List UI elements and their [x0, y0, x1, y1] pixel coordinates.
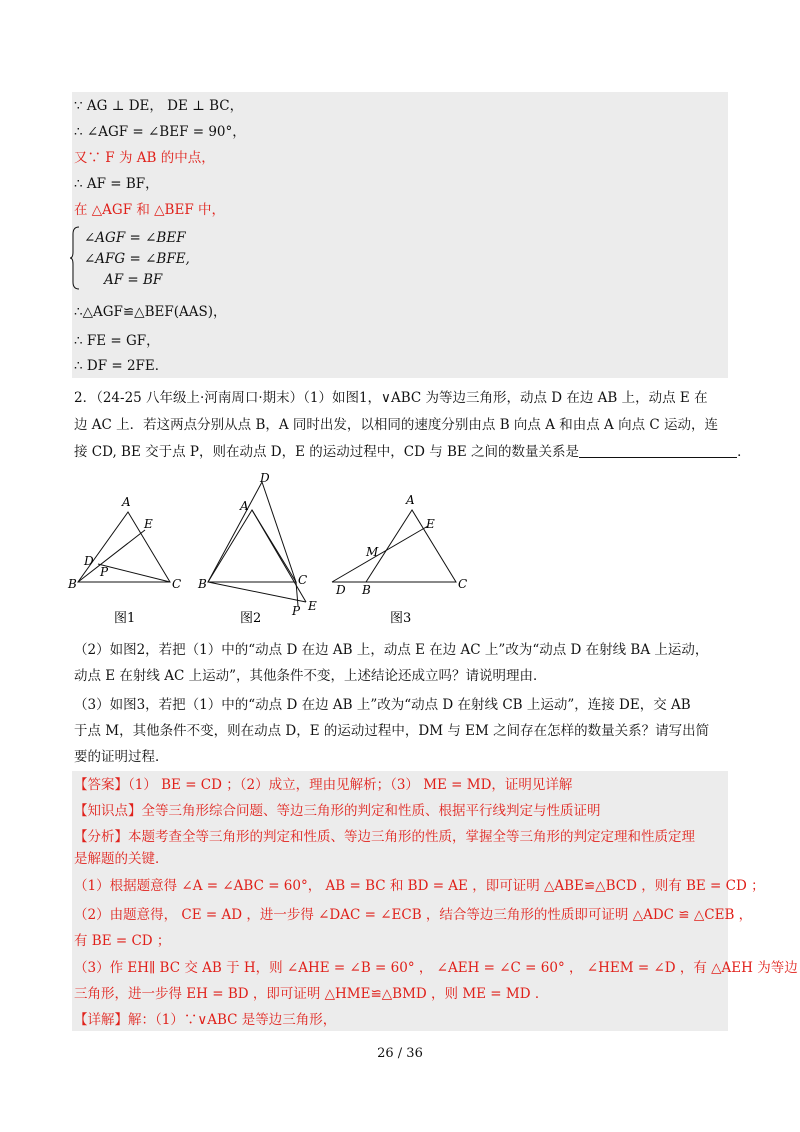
proof-line: AF = BF [104, 272, 163, 288]
problem-line: （3）如图3，若把（1）中的“动点 D 在边 AB 上”改为“动点 D 在射线 CB 上运动”，连接 DE，交 AB [74, 697, 691, 713]
fig1-caption: 图1 [114, 611, 136, 626]
answer-blank [579, 443, 737, 458]
knowledge-line: 【知识点】全等三角形综合问题、等边三角形的判定和性质、根据平行线判定与性质证明 [74, 803, 601, 819]
detail-line: 【详解】解：（1）∵∨ABC 是等边三角形， [74, 1012, 337, 1028]
fig2-label: P [292, 604, 301, 618]
problem-line: 2．（24-25 八年级上·河南周口·期末）（1）如图1，∨ABC 为等边三角形，动点 D 在边 AB 上，动点 E 在 [74, 390, 708, 406]
proof-line: ∴ DF = 2FE． [74, 358, 169, 374]
fig2-label: E [308, 599, 317, 613]
analysis-line: （2）由题意得， CE = AD ，进一步得 ∠DAC = ∠ECB ，结合等边三角形的性质即可证明 △ADC ≌ △CEB ， [74, 907, 753, 923]
proof-line: ∴△AGF≌△BEF(AAS)， [74, 304, 227, 320]
fig3-label: E [426, 517, 435, 531]
problem-line: 动点 E 在射线 AC 上运动”，其他条件不变，上述结论还成立吗？请说明理由． [74, 668, 547, 684]
fig2-caption: 图2 [240, 611, 262, 626]
proof-line: 在 △AGF 和 △BEF 中， [74, 202, 225, 218]
fig3-label: B [362, 583, 371, 597]
fig1-label: A [122, 495, 131, 509]
fig3-label: M [366, 545, 379, 559]
problem-line: 边 AC 上．若这两点分别从点 B，A 同时出发，以相同的速度分别由点 B 向点 A 和由点 A 向点 C 运动，连 [74, 417, 718, 433]
figure-3 [332, 510, 456, 582]
fig1-label: C [172, 577, 182, 591]
fig3-label: C [458, 577, 468, 591]
analysis-line: 有 BE = CD ； [74, 933, 171, 949]
problem-text: 接 CD, BE 交于点 P，则在动点 D，E 的运动过程中，CD 与 BE 之间的数量关系是 [74, 444, 580, 460]
fig1-label: E [144, 517, 153, 531]
brace-icon [70, 226, 80, 290]
fig1-label: D [84, 554, 94, 568]
analysis-line: 三角形，进一步得 EH = BD ，即可证明 △HME≌△BMD ，则 ME = MD ． [74, 986, 549, 1002]
fig1-label: B [68, 577, 77, 591]
problem-line: （2）如图2，若把（1）中的“动点 D 在边 AB 上，动点 E 在边 AC 上”改为“动点 D 在射线 BA 上运动， [74, 642, 709, 658]
analysis-line: 是解题的关键． [74, 851, 169, 867]
fig3-caption: 图3 [390, 611, 412, 626]
figures [60, 470, 480, 630]
fig3-label: A [406, 493, 415, 507]
proof-line: ∴ AF = BF， [74, 176, 159, 192]
proof-line: ∵ AG ⊥ DE， DE ⊥ BC， [74, 98, 244, 114]
problem-line: 于点 M，其他条件不变，则在动点 D，E 的运动过程中，DM 与 EM 之间存在怎样的数量关系？请写出简 [74, 723, 710, 739]
fig1-label: P [100, 565, 109, 579]
proof-line: ∠AGF = ∠BEF [84, 230, 186, 246]
analysis-line: 【分析】本题考查全等三角形的判定和性质、等边三角形的性质，掌握全等三角形的判定定理和性质定理 [74, 829, 695, 845]
page-number: 26 / 36 [377, 1046, 423, 1061]
proof-line: ∴ FE = GF， [74, 333, 160, 349]
problem-line: 要的证明过程． [74, 749, 169, 765]
answer-line: 【答案】（1） BE = CD ；（2）成立，理由见解析；（3） ME = MD，证明见详解 [74, 777, 573, 793]
fig2-label: C [298, 573, 308, 587]
proof-line: ∠AFG = ∠BFE, [84, 251, 190, 267]
fig2-label: D [260, 471, 270, 485]
figure-2 [208, 482, 306, 606]
proof-line: ∴ ∠AGF = ∠BEF = 90°， [74, 124, 246, 140]
fig2-label: B [198, 577, 207, 591]
fig2-label: A [240, 499, 249, 513]
problem-text: ． [737, 444, 751, 460]
problem-line [74, 442, 751, 462]
analysis-line: （1）根据题意得 ∠A = ∠ABC = 60°， AB = BC 和 BD = AE ，即可证明 △ABE≌△BCD ，则有 BE = CD ； [74, 878, 765, 894]
analysis-line: （3）作 EH∥ BC 交 AB 于 H，则 ∠AHE = ∠B = 60° ， ∠AEH = ∠C = 60° ， ∠HEM = ∠D ，有 △AEH 为等边 [74, 960, 798, 976]
figure-1 [78, 512, 170, 582]
proof-line: 又∵ F 为 AB 的中点， [74, 150, 215, 166]
fig3-label: D [336, 583, 346, 597]
